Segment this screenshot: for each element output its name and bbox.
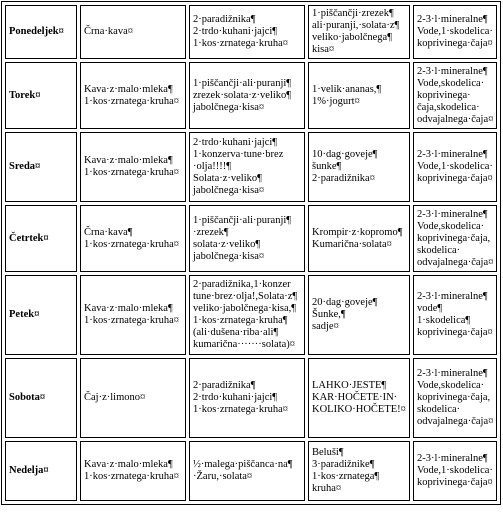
cell-line: 1·skodelica¶	[417, 315, 471, 326]
cell-line: 1·piščančji·ali·puranji¶	[193, 77, 292, 89]
cell-line: 2·trdo·kuhani·jajci¶	[193, 392, 278, 403]
cell-line: ½·malega·piščanca·na¶	[193, 459, 293, 470]
cell-line: Vode,skodelica·	[417, 220, 485, 232]
cell-line: 1·kos·zrnatega·kruha¤	[193, 38, 289, 49]
cell-line: 1·kos·zrnatega·kruha¤	[84, 471, 180, 482]
drinks-cell	[413, 205, 497, 272]
breakfast-cell	[80, 275, 186, 355]
breakfast-cell	[80, 441, 186, 501]
cell-line: solata·z·veliko¶	[193, 238, 261, 250]
cell-line: 2·paradižnika¶	[193, 14, 256, 25]
cell-line: kruha¤	[312, 483, 342, 494]
cell-line: Črna·kava¤	[84, 26, 133, 37]
cell-line: Vode,1·skodelica·	[417, 161, 493, 172]
lunch-cell	[189, 358, 305, 438]
cell-line: Beluši¶	[312, 447, 344, 458]
cell-line: Čaj·z·limono¤	[84, 392, 146, 403]
breakfast-cell	[80, 5, 186, 59]
cell-line: Kava·z·malo·mleka¶	[84, 83, 173, 95]
day-cell: Petek¤	[5, 275, 77, 355]
cell-line: 2·paradižnika¤	[312, 173, 375, 184]
cell-line: 20·dag·goveje¶	[312, 297, 378, 308]
cell-line: koprivinega·čaja¤	[417, 173, 493, 184]
breakfast-cell	[80, 205, 186, 272]
day-cell: Sreda¤	[5, 132, 77, 202]
cell-line: čaja,skodelica·	[417, 101, 480, 113]
day-cell: Ponedeljek¤	[5, 5, 77, 59]
breakfast-cell	[80, 62, 186, 129]
table-row	[5, 205, 497, 272]
drinks-cell	[413, 5, 497, 59]
cell-line: koprivinega·čaja¤	[417, 38, 493, 49]
cell-line: koprivinega·čaja,	[417, 392, 491, 403]
cell-line: 1·piščančji·zrezek¶	[312, 8, 394, 19]
table-row	[5, 441, 497, 501]
cell-line: koprivinega·čaja,	[417, 232, 491, 244]
lunch-cell	[189, 62, 305, 129]
dinner-cell	[308, 205, 410, 272]
table-row	[5, 62, 497, 129]
day-cell: Sobota¤	[5, 358, 77, 438]
drinks-cell	[413, 358, 497, 438]
day-cell: Četrtek¤	[5, 205, 77, 272]
drinks-cell	[413, 441, 497, 501]
cell-line: tune·brez·olja!,Solata·z¶	[193, 291, 298, 302]
cell-line: skodelica·	[417, 244, 461, 256]
dinner-cell	[308, 358, 410, 438]
cell-line: Kava·z·malo·mleka¶	[84, 303, 173, 314]
cell-line: 1·kos·zrnatega·kruha¤	[84, 238, 180, 250]
cell-line: 1·kos·zrnatega·kruha¤	[84, 315, 180, 326]
cell-line: ·Žaru,·solata¤	[193, 471, 253, 482]
cell-line: Vode,1·skodelica·	[417, 26, 493, 37]
lunch-cell	[189, 441, 305, 501]
cell-line: vode¶	[417, 303, 443, 314]
cell-line: sadje¤	[312, 321, 339, 332]
cell-line: odvajalnega·čaja¤	[417, 113, 494, 125]
meal-plan-table	[1, 1, 501, 505]
cell-line: 1·kos·zrnatega·kruha¶	[193, 315, 288, 326]
day-cell: Nedelja¤	[5, 441, 77, 501]
cell-line: ·olja!!!!¶	[193, 161, 231, 172]
cell-line: koprivinega·čaja¤	[417, 327, 493, 338]
cell-line: 2-3·l·mineralne¶	[417, 14, 488, 25]
cell-line: odvajalnega·čaja¤	[417, 256, 494, 268]
cell-line: 1·kos·zrnatega·kruha¤	[193, 404, 289, 415]
cell-line: kisa¤	[312, 44, 335, 55]
dinner-cell	[308, 275, 410, 355]
cell-line: Solata·z·veliko¶	[193, 173, 262, 184]
cell-line: Vode,1·skodelica·	[417, 465, 493, 476]
cell-line: kumarična·······solata)¤	[193, 339, 296, 350]
cell-line: 10·dag·goveje¶	[312, 149, 378, 160]
drinks-cell	[413, 275, 497, 355]
dinner-cell	[308, 132, 410, 202]
cell-line: 3·paradižnike¶	[312, 459, 375, 470]
cell-line: 2·trdo·kuhani·jajci¶	[193, 137, 278, 148]
cell-line: KAR·HOČETE·IN·	[312, 392, 398, 403]
lunch-cell	[189, 5, 305, 59]
cell-line: koprivinega·	[417, 89, 471, 101]
table-row	[5, 132, 497, 202]
cell-line: Kumarična·solata¤	[312, 238, 392, 250]
cell-line: Črna·kava¶	[84, 226, 133, 238]
cell-line: Šunke,¶	[312, 309, 346, 320]
cell-line: 2-3·l·mineralne¶	[417, 291, 488, 302]
cell-line: veliko·jabolčnega¶	[312, 32, 392, 43]
cell-line: 2-3·l·mineralne¶	[417, 368, 488, 379]
cell-line: Vode,skodelica·	[417, 77, 485, 89]
cell-line: (ali·dušena·riba·ali¶	[193, 327, 279, 338]
cell-line: koprivinega·čaja¤	[417, 477, 493, 488]
cell-line: 2·trdo·kuhani·jajci¶	[193, 26, 278, 37]
cell-line: 1·konzerva·tune·brez	[193, 149, 284, 160]
cell-line: veliko·jabolčnega·kisa,¶	[193, 303, 297, 314]
cell-line: 1·piščančji·ali·puranji¶	[193, 214, 292, 226]
cell-line: 2-3·l·mineralne¶	[417, 149, 488, 160]
breakfast-cell	[80, 132, 186, 202]
cell-line: 2-3·l·mineralne¶	[417, 65, 488, 77]
cell-line: Kava·z·malo·mleka¶	[84, 459, 173, 470]
table-row	[5, 358, 497, 438]
cell-line: skodelica·	[417, 404, 461, 415]
cell-line: 1·kos·zrnatega·kruha¤	[84, 167, 180, 178]
cell-line: KOLIKO·HOČETE!¤	[312, 404, 406, 415]
cell-line: jabolčnega·kisa¤	[193, 101, 265, 113]
meal-plan-body	[5, 5, 497, 501]
drinks-cell	[413, 132, 497, 202]
cell-line: 2·paradižnika,1·konzer	[193, 279, 291, 290]
cell-line: 1%·jogurt¤	[312, 95, 360, 107]
dinner-cell	[308, 62, 410, 129]
cell-line: Krompir·z·kopromo¶	[312, 226, 403, 238]
day-cell: Torek¤	[5, 62, 77, 129]
cell-line: 2-3·l·mineralne¶	[417, 453, 488, 464]
dinner-cell	[308, 5, 410, 59]
lunch-cell	[189, 275, 305, 355]
table-row	[5, 275, 497, 355]
cell-line: 1·velik·ananas,¶	[312, 83, 382, 95]
cell-line: šunke¶	[312, 161, 342, 172]
cell-line: Kava·z·malo·mleka¶	[84, 155, 173, 166]
cell-line: LAHKO·JESTE¶	[312, 380, 387, 391]
drinks-cell	[413, 62, 497, 129]
cell-line: zrezek·solata·z·veliko¶	[193, 89, 292, 101]
cell-line: jabolčnega·kisa¤	[193, 250, 265, 262]
cell-line: jabolčnega·kisa¤	[193, 185, 265, 196]
lunch-cell	[189, 205, 305, 272]
lunch-cell	[189, 132, 305, 202]
cell-line: Vode,skodelica·	[417, 380, 485, 391]
table-row	[5, 5, 497, 59]
cell-line: 1·kos·zrnatega¶	[312, 471, 380, 482]
dinner-cell	[308, 441, 410, 501]
cell-line: 2-3·l·mineralne¶	[417, 208, 488, 220]
cell-line: 2·paradižnika¶	[193, 380, 256, 391]
cell-line: odvajalnega·čaja¤	[417, 416, 494, 427]
breakfast-cell	[80, 358, 186, 438]
cell-line: ·zrezek¶	[193, 226, 229, 238]
cell-line: ali·puranji,·solata·z¶	[312, 20, 400, 31]
cell-line: 1·kos·zrnatega·kruha¤	[84, 95, 180, 107]
